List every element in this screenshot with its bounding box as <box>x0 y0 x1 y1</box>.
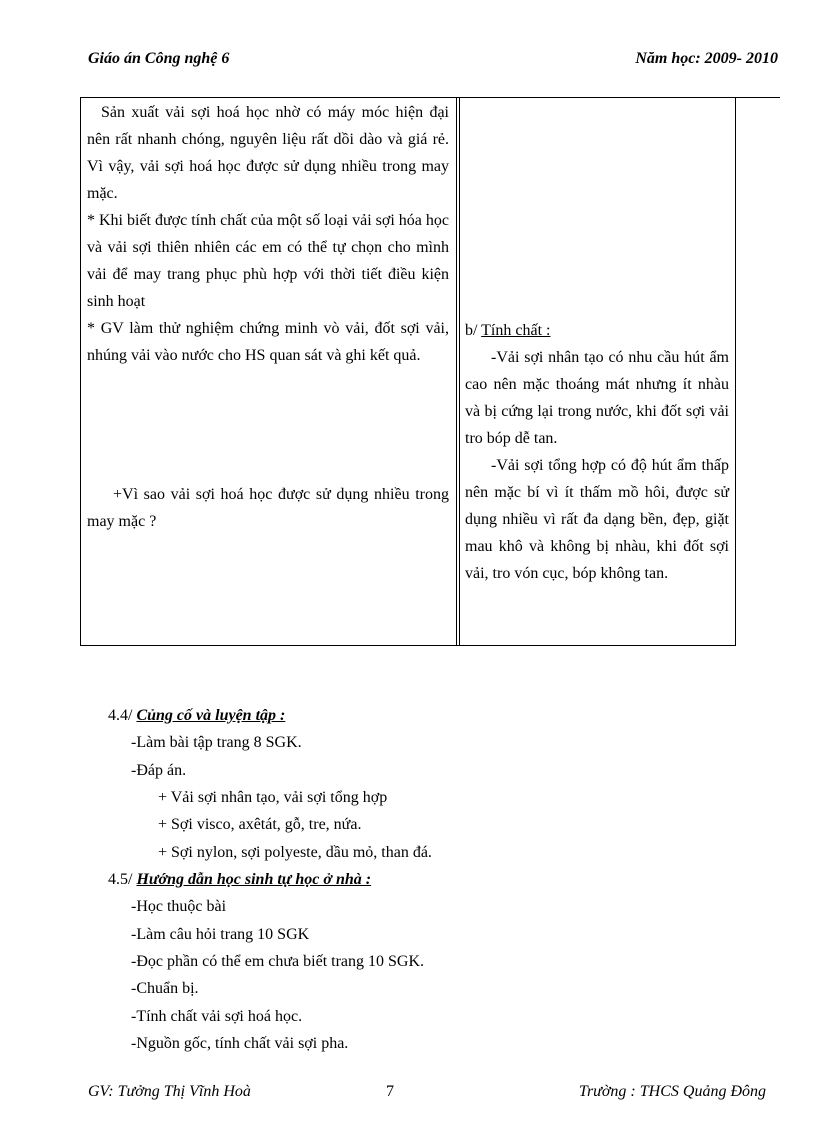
right-heading-title: Tính chất : <box>481 322 551 339</box>
list-subitem: + Vải sợi nhân tạo, vải sợi tổng hợp <box>158 789 388 806</box>
footer-author: GV: Tưởng Thị Vĩnh Hoà <box>88 1083 251 1100</box>
list-subitem: + Sợi nylon, sợi polyeste, dầu mỏ, than đá. <box>158 844 432 861</box>
right-heading-prefix: b/ <box>465 322 482 339</box>
section-heading: Hướng dẫn học sinh tự học ở nhà : <box>136 871 372 888</box>
left-paragraph: * Khi biết được tính chất của một số loại vải sợi hóa học và vải sợi thiên nhiên các em có thể tự chọn cho mình vải để may trang phục phù hợp với thời tiết điều kiện sinh hoạt <box>87 212 449 310</box>
left-question <box>87 481 449 535</box>
list-subitem: + Sợi visco, axêtát, gỗ, tre, nứa. <box>158 816 362 833</box>
right-heading <box>465 317 729 344</box>
left-paragraph: * GV làm thử nghiệm chứng minh vò vải, đốt sợi vải, nhúng vải vào nước cho HS quan sát và ghi kết quả. <box>87 320 449 364</box>
page-number: 7 <box>386 1083 394 1100</box>
list-item: -Làm bài tập trang 8 SGK. <box>131 734 302 751</box>
section-number: 4.5/ <box>108 871 137 888</box>
left-column <box>87 99 449 369</box>
right-column <box>465 317 729 587</box>
right-paragraph: -Vải sợi nhân tạo có nhu cầu hút ẩm cao nên mặc thoáng mát nhưng ít nhàu và bị cứng lại trong nước, khi đốt sợi vải tro bóp dễ tan. <box>465 349 729 447</box>
footer-school: Trường : THCS Quảng Đông <box>578 1083 766 1100</box>
section-heading: Củng cố và luyện tập : <box>136 707 286 724</box>
column-divider <box>456 97 457 645</box>
right-paragraph: -Vải sợi tổng hợp có độ hút ẩm thấp nên mặc bí vì ít thấm mồ hôi, được sử dụng nhiều vì rất đa dạng bền, đẹp, giặt mau khô và không bị nhàu, khi đốt sợi vải, tro vón cục, bóp không tan. <box>465 457 729 582</box>
list-item: -Đáp án. <box>131 762 187 779</box>
left-paragraph: Sản xuất vải sợi hoá học nhờ có máy móc hiện đại nên rất nhanh chóng, nguyên liệu rất dồi dào và giá rẻ. Vì vậy, vải sợi hoá học được sử dụng nhiều trong may mặc. <box>87 104 449 202</box>
list-item: -Làm câu hỏi trang 10 SGK <box>131 926 310 943</box>
list-item: -Học thuộc bài <box>131 898 227 915</box>
header-left: Giáo án Công nghệ 6 <box>88 50 230 67</box>
section-5-title <box>108 866 371 893</box>
list-item: -Nguồn gốc, tính chất vải sợi pha. <box>131 1035 349 1052</box>
list-item: -Chuẩn bị. <box>131 980 199 997</box>
section-4-title <box>108 702 285 729</box>
list-item: -Tính chất vải sợi hoá học. <box>131 1008 303 1025</box>
column-divider-double <box>459 97 460 645</box>
left-paragraph: +Vì sao vải sợi hoá học được sử dụng nhiều trong may mặc ? <box>87 486 449 530</box>
list-item: -Đọc phần có thể em chưa biết trang 10 SGK. <box>131 953 425 970</box>
section-number: 4.4/ <box>108 707 137 724</box>
header-right: Năm học: 2009- 2010 <box>635 50 778 67</box>
content-table <box>80 97 736 646</box>
